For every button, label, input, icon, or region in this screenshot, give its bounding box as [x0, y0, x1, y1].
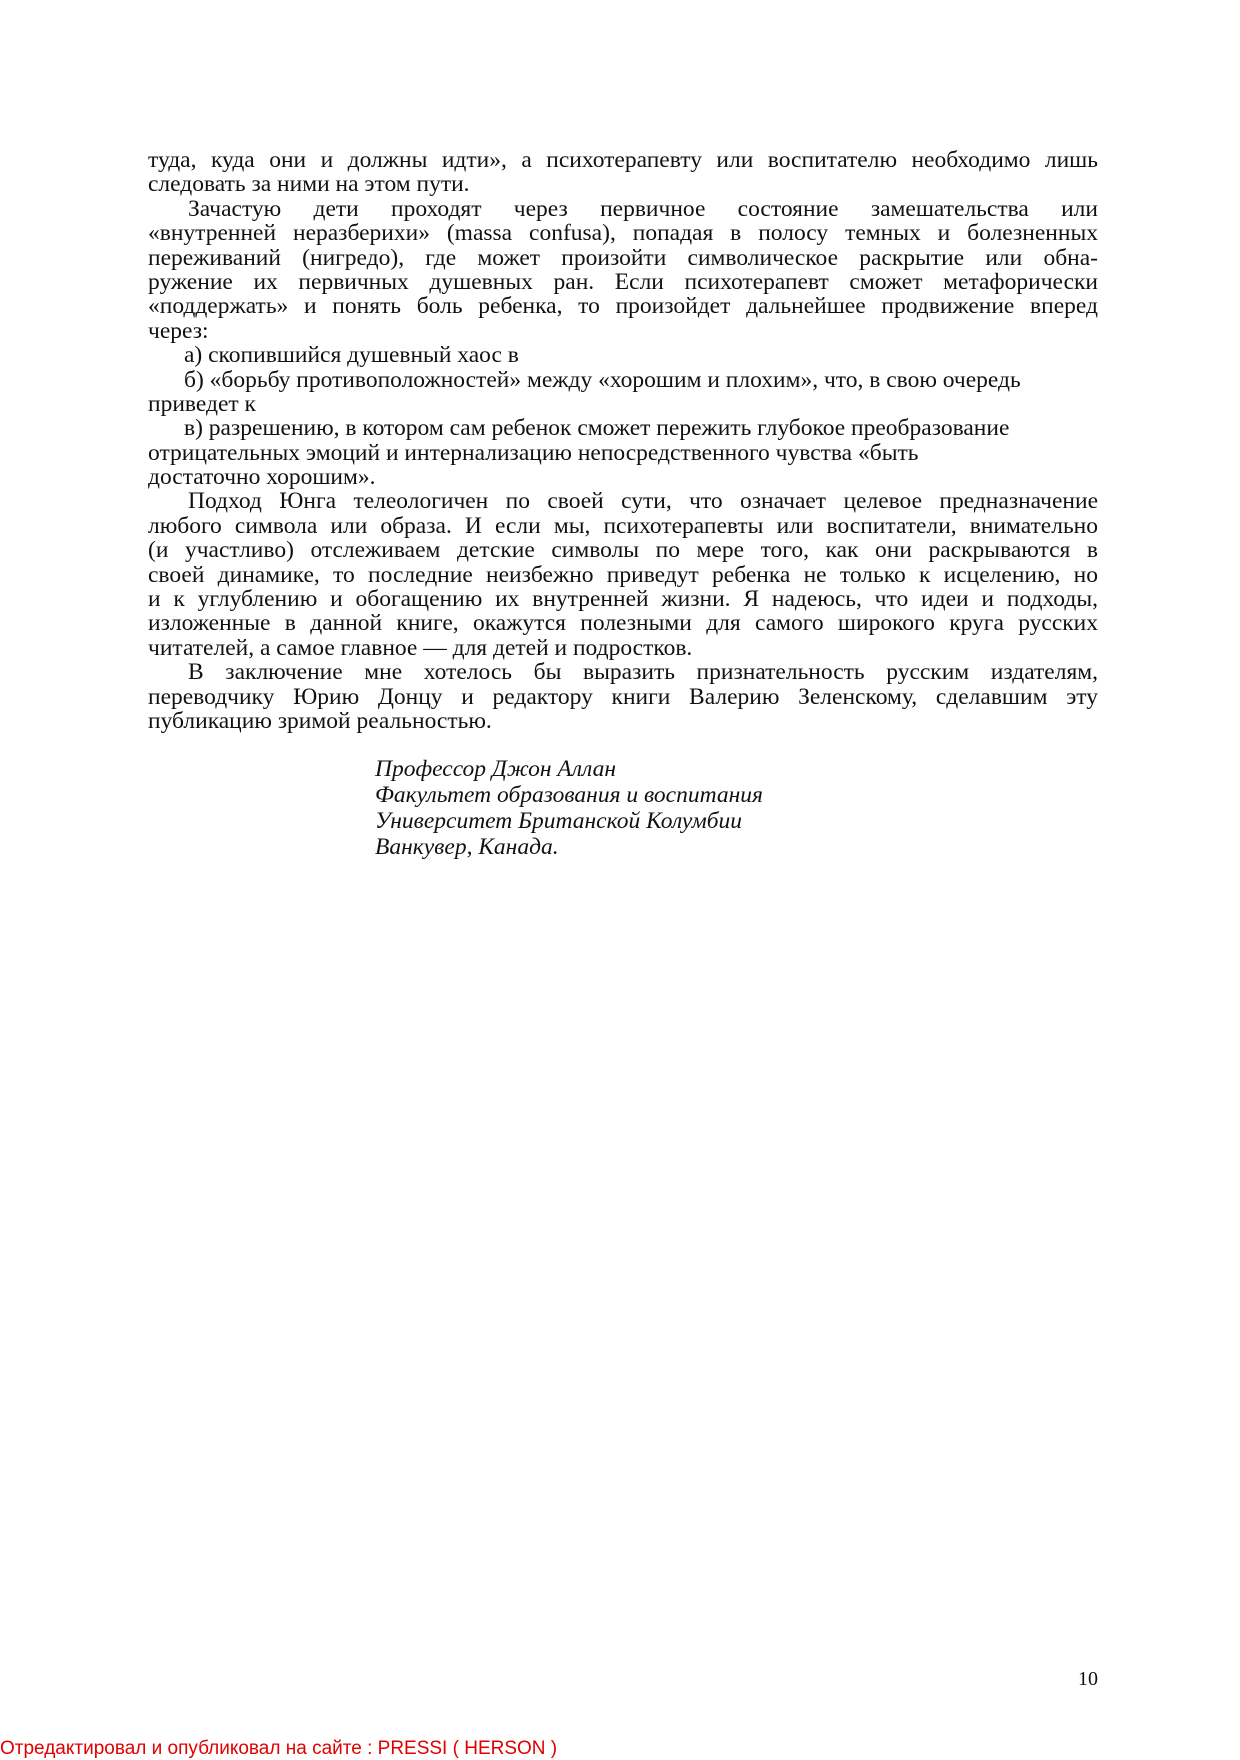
text-line: Подход Юнга телеологичен по своей сути, что означает целевое предназначение [188, 488, 1098, 515]
text-line: переводчику Юрию Донцу и редактору книги Валерию Зеленскому, сделавшим эту [148, 683, 1098, 710]
signature-city: Ванкувер, Канада. [375, 834, 559, 860]
text-line: изложенные в данной книге, окажутся полезными для самого широкого круга русских [148, 610, 1098, 637]
text-line: в) разрешению, в котором сам ребенок сможет пережить глубокое преобразование [184, 415, 1010, 442]
text-line: а) скопившийся душевный хаос в [184, 342, 519, 369]
text-line: туда, куда они и должны идти», а психотерапевту или воспитателю необходимо лишь [148, 147, 1098, 173]
paragraph-3 [148, 489, 1098, 660]
text-line: следовать за ними на этом пути. [148, 171, 470, 198]
signature-name: Профессор Джон Аллан [375, 756, 616, 782]
text-line: читателей, а самое главное — для детей и подростков. [148, 634, 693, 661]
text-line: своей динамике, то последние неизбежно приведут ребенка не только к исцелению, но [148, 561, 1098, 588]
paragraph-2 [148, 197, 1098, 343]
text-line: Зачастую дети проходят через первичное состояние замешательства или [188, 195, 1098, 222]
text-line: и к углублению и обогащению их внутренней жизни. Я надеюсь, что идеи и подходы, [148, 586, 1098, 613]
text-line: б) «борьбу противоположностей» между «хорошим и плохим», что, в свою очередь [184, 366, 1021, 393]
text-line: любого символа или образа. И если мы, психотерапевты или воспитатели, внимательно [148, 512, 1098, 539]
text-line: достаточно хорошим». [148, 464, 376, 491]
text-line: переживаний (нигредо), где может произойти символическое раскрытие или обна- [148, 244, 1098, 271]
text-line: (и участливо) отслеживаем детские символы по мере того, как они раскрываются в [148, 537, 1098, 564]
signature-faculty: Факультет образования и воспитания [375, 782, 763, 808]
text-line: приведет к [148, 390, 256, 417]
signature-block [375, 756, 763, 860]
paragraph-4 [148, 660, 1098, 733]
list-item-c [148, 416, 1098, 489]
paragraph-1 [148, 148, 1098, 197]
footer-credit: Отредактировал и опубликовал на сайте : PRESSI ( HERSON ) [0, 1738, 558, 1759]
text-line: «поддержать» и понять боль ребенка, то произойдет дальнейшее продвижение вперед [148, 293, 1098, 320]
text-line: В заключение мне хотелось бы выразить признательность русским издателям, [188, 659, 1098, 686]
text-line: «внутренней неразберихи» (massa confusa), попадая в полосу темных и болезненных [148, 220, 1098, 247]
list-item-b [148, 368, 1098, 417]
text-line: публикацию зримой реальностью. [148, 707, 492, 734]
signature-university: Университет Британской Колумбии [375, 808, 743, 834]
text-line: ружение их первичных душевных ран. Если психотерапевт сможет метафорически [148, 268, 1098, 295]
main-text [148, 148, 1098, 733]
list-item-a [148, 343, 1098, 367]
text-line: отрицательных эмоций и интернализацию непосредственного чувства «быть [148, 439, 919, 466]
page-number: 10 [1078, 1668, 1098, 1690]
text-line: через: [148, 317, 209, 344]
